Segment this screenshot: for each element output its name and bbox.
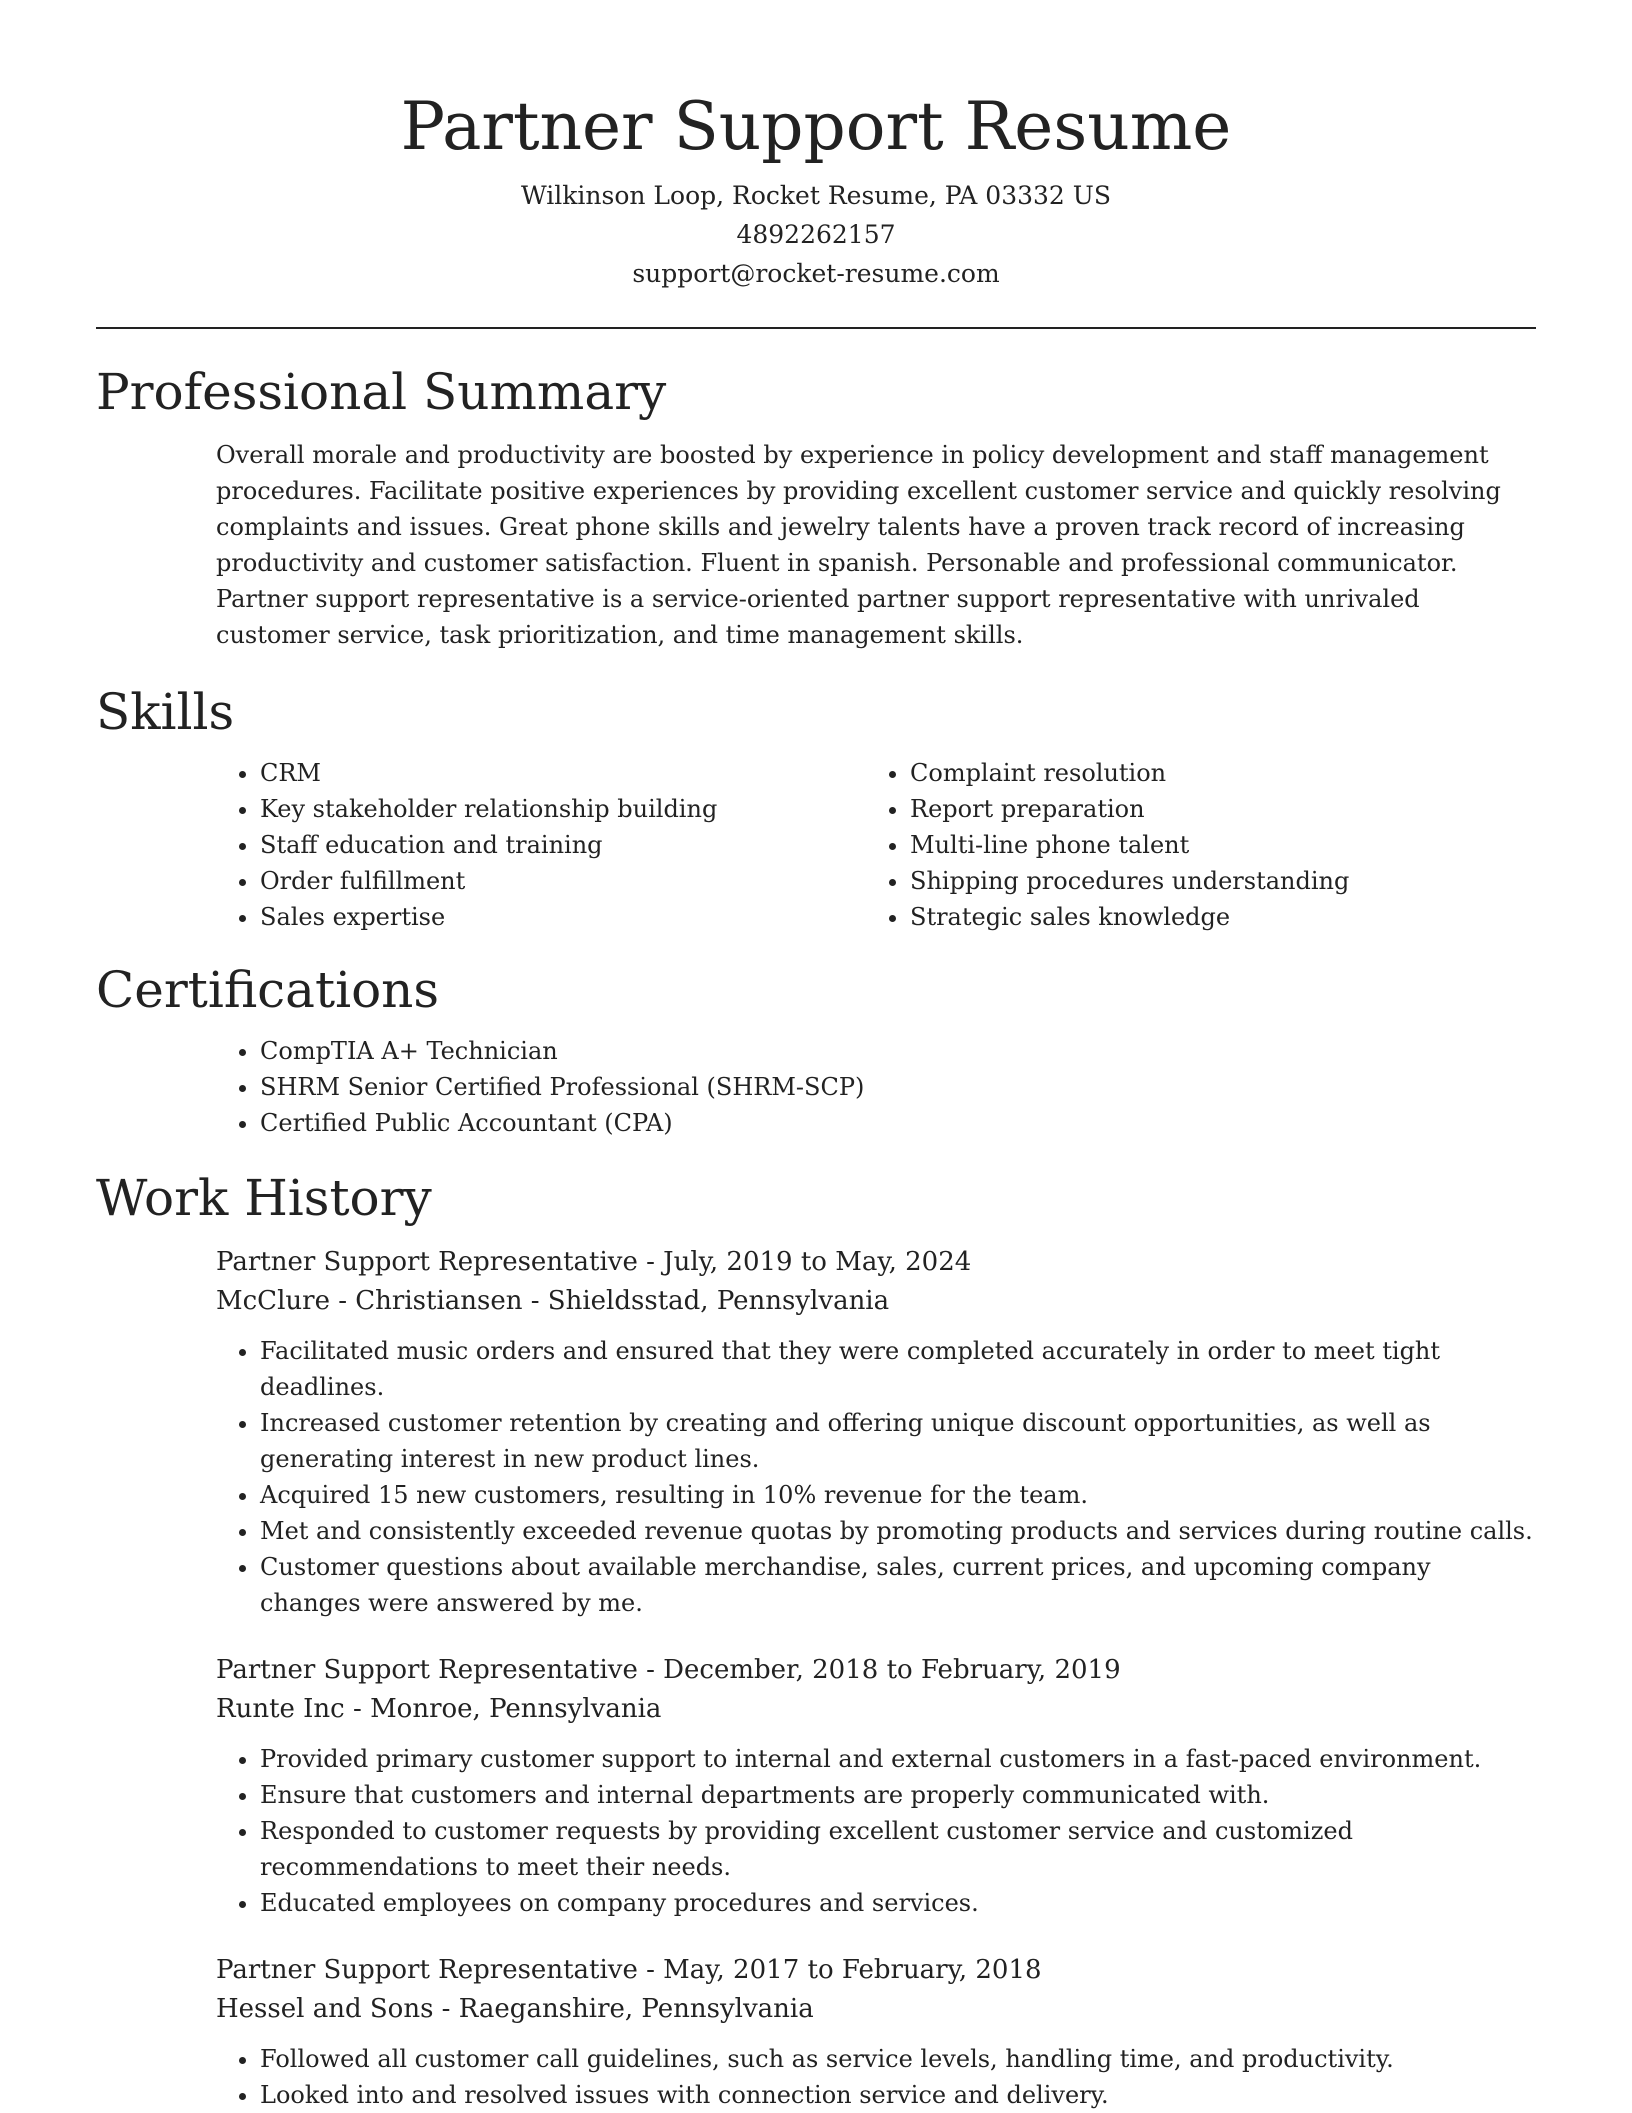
skill-item: • Strategic sales knowledge [910, 899, 1516, 935]
job-dates: - December, 2018 to February, 2019 [637, 1655, 1121, 1685]
job-dates: - May, 2017 to February, 2018 [637, 1955, 1042, 1985]
certifications-heading: Certifications [96, 961, 440, 1019]
certification-item: • SHRM Senior Certified Professional (SHRM-SCP) [260, 1069, 1536, 1105]
contact-address: Wilkinson Loop, Rocket Resume, PA 03332 US [521, 181, 1111, 210]
job-entry [216, 1243, 1536, 1621]
job-bullet: • Provided primary customer support to internal and external customers in a fast-paced environment. [260, 1741, 1536, 1777]
job-bullet: • Acquired 15 new customers, resulting in 10% revenue for the team. [260, 1477, 1536, 1513]
job-bullet: • Increased customer retention by creating and offering unique discount opportunities, as well as generating interest in new product lines. [260, 1405, 1536, 1477]
job-bullet: • Customer questions about available merchandise, sales, current prices, and upcoming company changes were answered by me. [260, 1549, 1536, 1621]
job-location: - Monroe, Pennsylvania [344, 1694, 662, 1724]
summary-text: Overall morale and productivity are boosted by experience in policy development and staff management procedures. Facilitate positive experiences by providing excellent customer service and quickly resolving complaints and issues. Great phone skills and jewelry talents have a proven track record of increasing productivity and customer satisfaction. Fluent in spanish. Personable and professional communicator. Partner support representative is a service-oriented partner support representative with unrivaled customer service, task prioritization, and time management skills. [216, 441, 1501, 649]
skill-item: • Order fulfillment [260, 863, 866, 899]
skill-item: • Complaint resolution [910, 755, 1516, 791]
job-bullet: • Educated employees on company procedures and services. [260, 1885, 1536, 1921]
work-history-heading: Work History [96, 1169, 432, 1227]
skill-item: • CRM [260, 755, 866, 791]
job-bullet: • Looked into and resolved issues with connection service and delivery. [260, 2077, 1536, 2113]
skills-grid [216, 755, 1536, 935]
job-bullet-list [216, 1333, 1536, 1621]
job-bullet: • Ensure that customers and internal departments are properly communicated with. [260, 1777, 1536, 1813]
job-title-line [216, 1951, 1536, 1990]
skills-column-left [216, 755, 866, 935]
job-bullet-list [216, 1741, 1536, 1921]
job-title-line [216, 1651, 1536, 1690]
skills-list-left [216, 755, 866, 935]
job-role: Partner Support Representative [216, 1955, 638, 1985]
resume-title: Partner Support Resume [400, 88, 1232, 165]
work-history-section [96, 1167, 1536, 2113]
header-divider [96, 327, 1536, 329]
job-bullet: • Met and consistently exceeded revenue quotas by promoting products and services during routine calls. [260, 1513, 1536, 1549]
job-bullet: • Facilitated music orders and ensured that they were completed accurately in order to meet tight deadlines. [260, 1333, 1536, 1405]
contact-block [96, 176, 1536, 293]
job-company: Runte Inc [216, 1694, 345, 1724]
resume-page [96, 0, 1536, 2113]
job-company: Hessel and Sons [216, 1994, 434, 2024]
job-company-line [216, 1690, 1536, 1729]
skill-item: • Key stakeholder relationship building [260, 791, 866, 827]
certification-item: • Certified Public Accountant (CPA) [260, 1105, 1536, 1141]
job-bullet: • Followed all customer call guidelines, such as service levels, handling time, and productivity. [260, 2041, 1536, 2077]
skill-item: • Sales expertise [260, 899, 866, 935]
skill-item: • Multi-line phone talent [910, 827, 1516, 863]
job-company-line [216, 1990, 1536, 2029]
job-dates: - July, 2019 to May, 2024 [637, 1247, 972, 1277]
job-bullets [216, 1333, 1536, 1621]
job-location: - Shieldsstad, Pennsylvania [522, 1286, 890, 1316]
certification-item: • CompTIA A+ Technician [260, 1033, 1536, 1069]
certifications-bullets [216, 1033, 1536, 1141]
summary-heading: Professional Summary [96, 363, 667, 421]
job-entry [216, 1951, 1536, 2113]
job-title-line [216, 1243, 1536, 1282]
job-bullet-list [216, 2041, 1536, 2113]
job-company: McClure - Christiansen [216, 1286, 523, 1316]
skills-section [96, 681, 1536, 935]
contact-phone: 4892262157 [736, 220, 896, 249]
job-entry [216, 1651, 1536, 1921]
job-role: Partner Support Representative [216, 1247, 638, 1277]
skill-item: • Staff education and training [260, 827, 866, 863]
skill-item: • Shipping procedures understanding [910, 863, 1516, 899]
job-location: - Raeganshire, Pennsylvania [433, 1994, 814, 2024]
skills-list-right [866, 755, 1516, 935]
skills-column-right [866, 755, 1516, 935]
contact-email: support@rocket-resume.com [632, 259, 1000, 288]
job-role: Partner Support Representative [216, 1655, 638, 1685]
skill-item: • Report preparation [910, 791, 1516, 827]
job-bullets [216, 1741, 1536, 1921]
certifications-section [96, 959, 1536, 1141]
summary-section [96, 361, 1536, 653]
job-bullet: • Responded to customer requests by providing excellent customer service and customized recommendations to meet their needs. [260, 1813, 1536, 1885]
job-bullets [216, 2041, 1536, 2113]
resume-header [96, 0, 1536, 293]
certifications-list [216, 1033, 1536, 1141]
skills-heading: Skills [96, 683, 235, 741]
job-company-line [216, 1282, 1536, 1321]
